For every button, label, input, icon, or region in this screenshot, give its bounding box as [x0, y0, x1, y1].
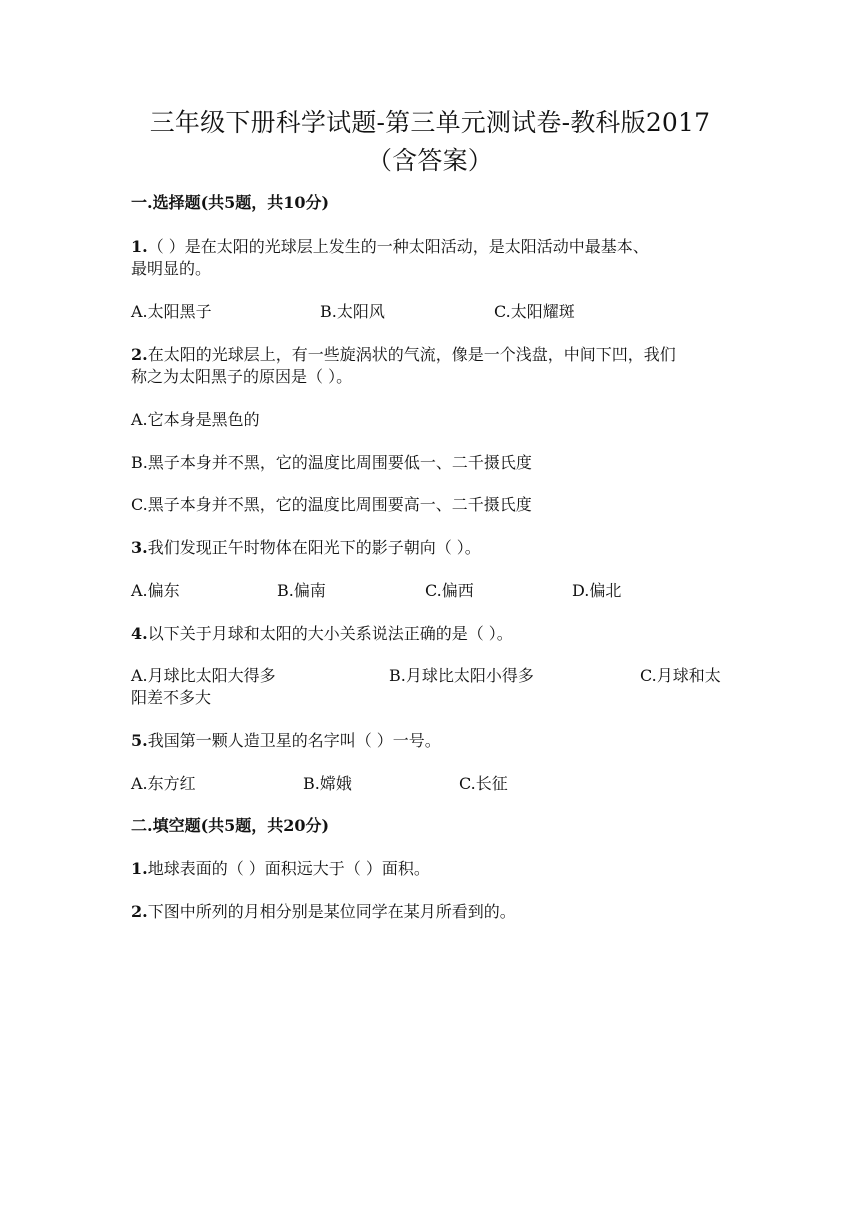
- question-text: 我国第一颗人造卫星的名字叫（ ）一号。: [147, 731, 441, 750]
- question-number: 1.: [131, 859, 148, 878]
- title-line-1: 三年级下册科学试题-第三单元测试卷-教科版2017: [149, 108, 711, 137]
- question-text: 以下关于月球和太阳的大小关系说法正确的是（ ）。: [147, 624, 513, 643]
- option-b: B.太阳风: [320, 302, 385, 321]
- option-a: A.偏东: [131, 581, 180, 600]
- question-text: 在太阳的光球层上，有一些旋涡状的气流，像是一个浅盘，中间下凹，我们: [147, 345, 676, 364]
- question-text: （ ）是在太阳的光球层上发生的一种太阳活动，是太阳活动中最基本、: [147, 237, 649, 256]
- question-1-continued: 最明显的。: [131, 259, 212, 278]
- option-c: C.长征: [459, 774, 508, 793]
- option-a: A.东方红: [131, 774, 196, 793]
- section-heading-choice: 一.选择题(共5题，共10分): [131, 193, 330, 212]
- question-2-option-b: B.黑子本身并不黑，它的温度比周围要低一、二千摄氏度: [131, 453, 532, 472]
- question-4-option-c-continued: 阳差不多大: [131, 688, 212, 707]
- option-b: B.月球比太阳小得多: [389, 666, 534, 685]
- question-text: 我们发现正午时物体在阳光下的影子朝向（ ）。: [147, 538, 481, 557]
- question-number: 3.: [131, 538, 148, 557]
- question-number: 2.: [131, 345, 148, 364]
- option-b: B.偏南: [277, 581, 326, 600]
- option-c: C.偏西: [425, 581, 474, 600]
- question-number: 4.: [131, 624, 148, 643]
- question-text: 地球表面的（ ）面积远大于（ ）面积。: [147, 859, 430, 878]
- question-text: 下图中所列的月相分别是某位同学在某月所看到的。: [147, 902, 516, 921]
- question-2: [131, 345, 676, 365]
- question-3: [131, 538, 481, 558]
- option-c: C.月球和太: [640, 666, 721, 685]
- section-heading-fill-in: 二.填空题(共5题，共20分): [131, 816, 330, 835]
- question-number: 2.: [131, 902, 148, 921]
- question-5: [131, 731, 441, 751]
- title-line-2: （含答案）: [366, 146, 493, 175]
- document-title: [100, 104, 760, 180]
- question-number: 1.: [131, 237, 148, 256]
- question-2-option-a: A.它本身是黑色的: [131, 410, 260, 429]
- question-2-option-c: C.黑子本身并不黑，它的温度比周围要高一、二千摄氏度: [131, 495, 532, 514]
- fill-question-2: [131, 902, 516, 922]
- fill-question-1: [131, 859, 430, 879]
- option-b: B.嫦娥: [303, 774, 352, 793]
- question-2-continued: 称之为太阳黑子的原因是（ ）。: [131, 367, 353, 386]
- option-a: A.月球比太阳大得多: [131, 666, 276, 685]
- question-4: [131, 624, 513, 644]
- option-a: A.太阳黑子: [131, 302, 212, 321]
- option-c: C.太阳耀斑: [494, 302, 575, 321]
- question-1: [131, 237, 649, 257]
- option-d: D.偏北: [572, 581, 622, 600]
- question-number: 5.: [131, 731, 148, 750]
